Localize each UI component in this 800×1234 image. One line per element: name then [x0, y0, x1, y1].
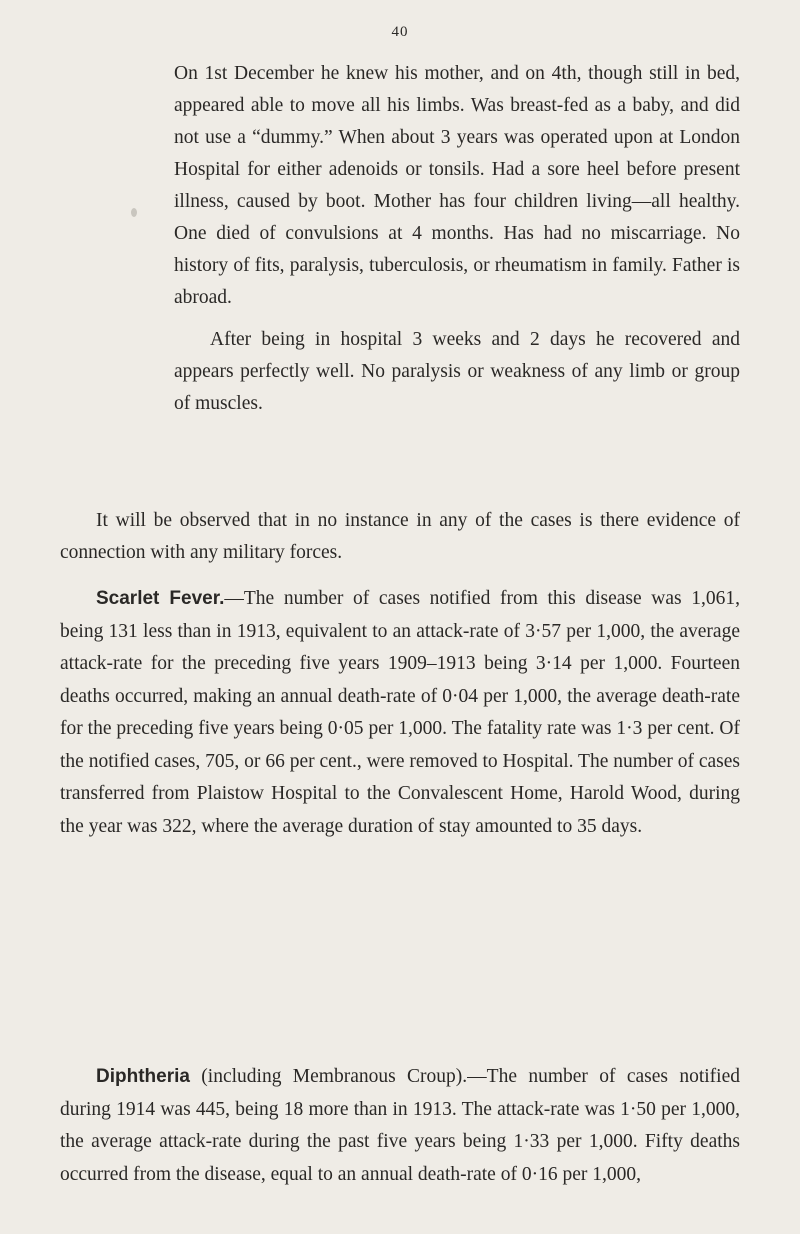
scarlet-fever-section — [60, 583, 740, 843]
case-paragraph-history: On 1st December he knew his mother, and on 4th, though still in bed, appeared able to move all his limbs. Was breast-fed as a baby, and did not use a “dummy.” When about 3 years was operated upon at London Hospital for either adenoids or tonsils. Had a sore heel before present illness, caused by boot. Mother has four children living—all healthy. One died of convulsions at 4 months. Has had no miscarriage. No history of fits, paralysis, tuberculosis, or rheumatism in family. Father is abroad. — [174, 63, 740, 308]
case-paragraph-recovery: After being in hospital 3 weeks and 2 days he recovered and appears perfectly well. No paralysis or weakness of any limb or group of muscles. — [174, 329, 740, 414]
diphtheria-section — [60, 1061, 740, 1191]
page-number: 40 — [391, 24, 409, 40]
diphtheria-body: (including Membranous Croup).—The number of cases notified during 1914 was 445, being 18 more than in 1913. The attack-rate was 1·50 per 1,000, the average attack-rate during the past five years being 1·33 per 1,000. Fifty deaths occurred from the disease, equal to an annual death-rate of 0·16 per 1,000, — [60, 1066, 740, 1185]
paper-blemish — [131, 208, 137, 217]
scarlet-fever-paragraph — [60, 583, 740, 843]
observation-paragraph: It will be observed that in no instance in any of the cases is there evidence of connection with any military forces. — [60, 510, 740, 563]
case-report — [174, 58, 740, 420]
diphtheria-paragraph — [60, 1061, 740, 1191]
diphtheria-heading: Diphtheria — [96, 1066, 190, 1087]
scarlet-fever-heading: Scarlet Fever. — [96, 588, 225, 609]
scarlet-fever-body: —The number of cases notified from this disease was 1,061, being 131 less than in 1913, equivalent to an attack-rate of 3·57 per 1,000, the average attack-rate for the preceding five years 1909–1913 being 3·14 per 1,000. Fourteen deaths occurred, making an annual death-rate of 0·04 per 1,000, the average death-rate for the preceding five years being 0·05 per 1,000. The fatality rate was 1·3 per cent. Of the notified cases, 705, or 66 per cent., were removed to Hospital. The number of cases transferred from Plaistow Hospital to the Convalescent Home, Harold Wood, during the year was 322, where the average duration of stay amounted to 35 days. — [60, 588, 740, 837]
